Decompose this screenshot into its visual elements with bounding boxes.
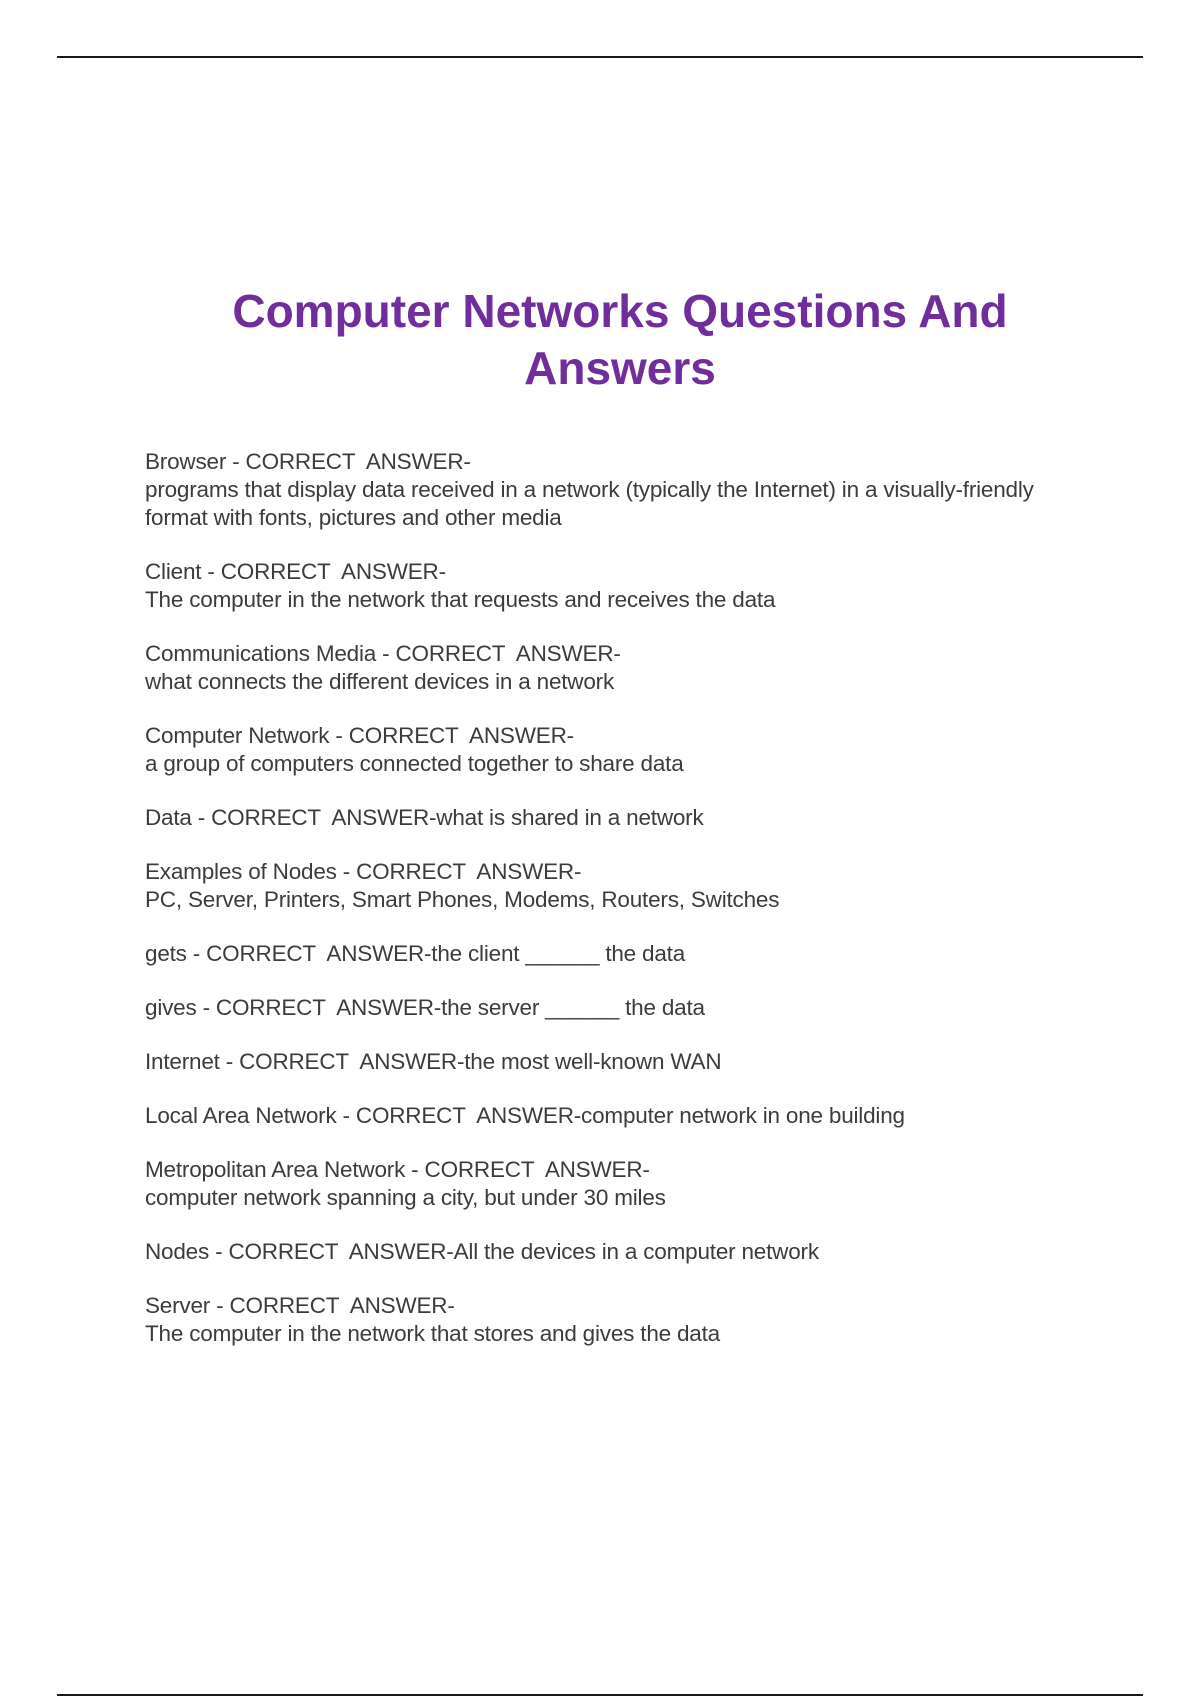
qa-term: Server (145, 1293, 211, 1318)
qa-term: Browser (145, 449, 227, 474)
qa-separator: - CORRECT ANSWER- (336, 1103, 582, 1128)
qa-separator: - CORRECT ANSWER- (219, 1049, 465, 1074)
qa-answer: the client ______ the data (431, 941, 686, 966)
qa-answer: The computer in the network that stores and gives the data (145, 1321, 720, 1346)
qa-item (145, 640, 1045, 696)
qa-separator: - CORRECT ANSWER- (405, 1157, 650, 1182)
qa-separator: - CORRECT ANSWER- (226, 449, 471, 474)
qa-item (145, 804, 1045, 832)
qa-answer: All the devices in a computer network (453, 1239, 819, 1264)
qa-term: gives (145, 995, 197, 1020)
qa-item (145, 722, 1045, 778)
qa-separator: - CORRECT ANSWER- (186, 941, 432, 966)
qa-term: Communications Media (145, 641, 377, 666)
qa-list (145, 448, 1045, 1374)
qa-separator: - CORRECT ANSWER- (209, 1239, 454, 1264)
qa-term: gets (145, 941, 187, 966)
qa-term: Nodes (145, 1239, 210, 1264)
qa-separator: - CORRECT ANSWER- (329, 723, 574, 748)
qa-separator: - CORRECT ANSWER- (196, 995, 442, 1020)
qa-item (145, 1048, 1045, 1076)
header-rule (57, 56, 1143, 58)
qa-separator: - CORRECT ANSWER- (376, 641, 621, 666)
qa-item (145, 994, 1045, 1022)
qa-separator: - CORRECT ANSWER- (201, 559, 446, 584)
qa-item (145, 1102, 1045, 1130)
qa-answer: The computer in the network that requests and receives the data (145, 587, 776, 612)
qa-item (145, 558, 1045, 614)
qa-answer: a group of computers connected together to share data (145, 751, 684, 776)
footer-rule (57, 1694, 1143, 1696)
qa-item (145, 940, 1045, 968)
qa-answer: what connects the different devices in a network (145, 669, 615, 694)
qa-term: Client (145, 559, 202, 584)
qa-answer: what is shared in a network (436, 805, 704, 830)
qa-term: Data (145, 805, 192, 830)
qa-answer: computer network in one building (581, 1103, 905, 1128)
qa-item (145, 448, 1045, 532)
qa-answer: PC, Server, Printers, Smart Phones, Modems, Routers, Switches (145, 887, 780, 912)
qa-item (145, 1156, 1045, 1212)
qa-item (145, 1238, 1045, 1266)
qa-answer: computer network spanning a city, but under 30 miles (145, 1185, 666, 1210)
qa-answer: programs that display data received in a network (typically the Internet) in a visually-friendly format with fonts, pictures and other media (145, 477, 1040, 530)
qa-answer: the server ______ the data (441, 995, 705, 1020)
qa-term: Computer Network (145, 723, 330, 748)
qa-term: Local Area Network (145, 1103, 337, 1128)
qa-separator: - CORRECT ANSWER- (336, 859, 582, 884)
document-title: Computer Networks Questions And Answers (232, 285, 1008, 394)
qa-separator: - CORRECT ANSWER- (191, 805, 437, 830)
qa-term: Metropolitan Area Network (145, 1157, 406, 1182)
qa-item (145, 858, 1045, 914)
qa-item (145, 1292, 1045, 1348)
qa-term: Examples of Nodes (145, 859, 337, 884)
qa-term: Internet (145, 1049, 220, 1074)
qa-separator: - CORRECT ANSWER- (210, 1293, 455, 1318)
qa-answer: the most well-known WAN (464, 1049, 722, 1074)
